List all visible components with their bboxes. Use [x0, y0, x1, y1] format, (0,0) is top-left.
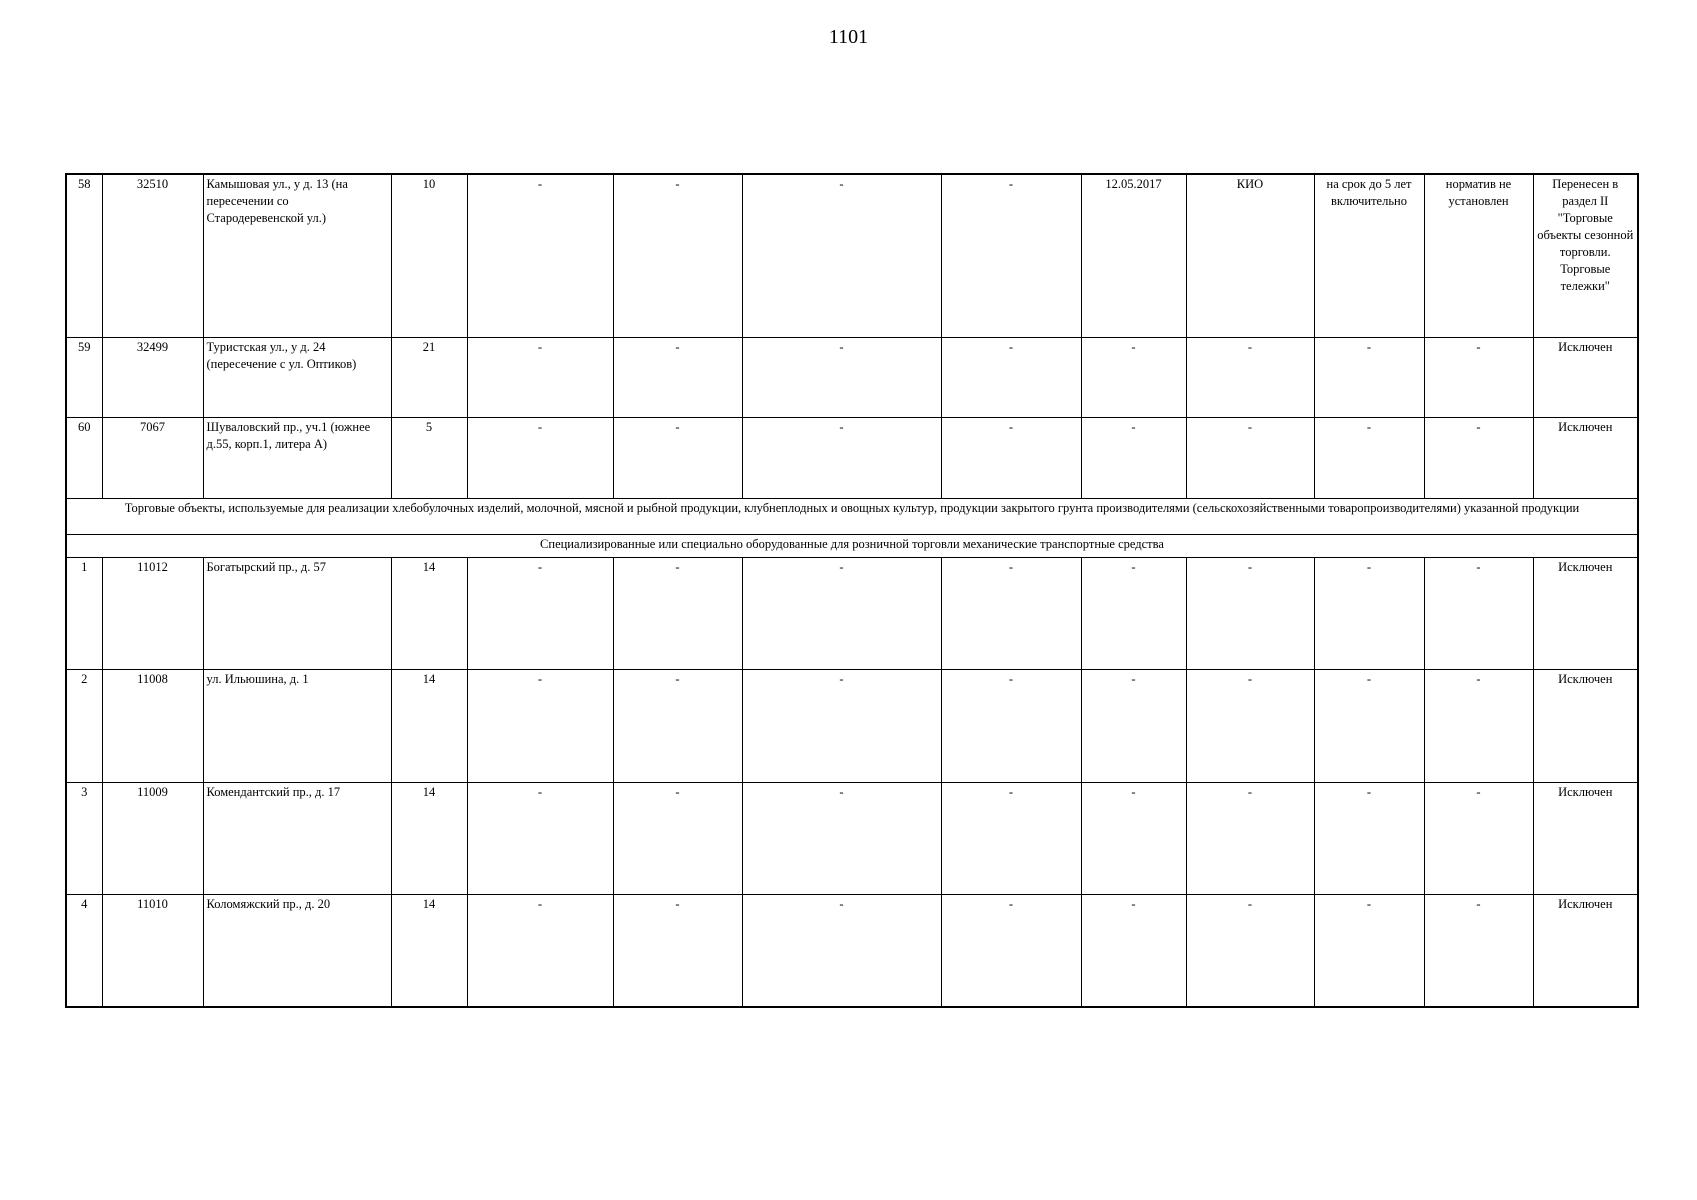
cell-object-id: 32499 — [102, 337, 203, 417]
cell-term: - — [1314, 417, 1424, 498]
cell-term: - — [1314, 782, 1424, 894]
cell-status: Исключен — [1533, 417, 1638, 498]
cell-address: Камышовая ул., у д. 13 (на пересечении со Стародеревенской ул.) — [203, 174, 391, 337]
table-row — [66, 557, 1638, 669]
cell-number: 3 — [66, 782, 102, 894]
cell-norm: - — [1424, 337, 1533, 417]
cell-col8: - — [941, 337, 1081, 417]
subsection-title: Специализированные или специально оборудованные для розничной торговли механические транспортные средства — [66, 534, 1638, 557]
section-title: Торговые объекты, используемые для реализации хлебобулочных изделий, молочной, мясной и рыбной продукции, клубнеплодных и овощных культур, продукции закрытого грунта производителями (сельскохозяйственными товаропроизводителями) указанной продукции — [66, 498, 1638, 534]
cell-area: 14 — [391, 894, 467, 1007]
cell-col6: - — [613, 894, 742, 1007]
cell-col7: - — [742, 417, 941, 498]
cell-col7: - — [742, 337, 941, 417]
cell-date: - — [1081, 337, 1186, 417]
cell-norm: - — [1424, 782, 1533, 894]
table-row — [66, 894, 1638, 1007]
cell-area: 10 — [391, 174, 467, 337]
cell-area: 14 — [391, 557, 467, 669]
cell-address: ул. Ильюшина, д. 1 — [203, 669, 391, 782]
cell-norm: - — [1424, 557, 1533, 669]
cell-number: 4 — [66, 894, 102, 1007]
cell-col5: - — [467, 669, 613, 782]
cell-area: 14 — [391, 669, 467, 782]
cell-col8: - — [941, 174, 1081, 337]
cell-date: - — [1081, 782, 1186, 894]
cell-col8: - — [941, 417, 1081, 498]
cell-object-id: 7067 — [102, 417, 203, 498]
cell-organization: - — [1186, 557, 1314, 669]
cell-col7: - — [742, 782, 941, 894]
cell-col5: - — [467, 417, 613, 498]
cell-object-id: 11012 — [102, 557, 203, 669]
cell-organization: - — [1186, 894, 1314, 1007]
cell-norm: - — [1424, 894, 1533, 1007]
cell-col6: - — [613, 174, 742, 337]
cell-term: - — [1314, 337, 1424, 417]
cell-number: 1 — [66, 557, 102, 669]
cell-col5: - — [467, 337, 613, 417]
cell-organization: КИО — [1186, 174, 1314, 337]
cell-organization: - — [1186, 417, 1314, 498]
cell-col6: - — [613, 557, 742, 669]
cell-organization: - — [1186, 337, 1314, 417]
table-row — [66, 669, 1638, 782]
cell-col8: - — [941, 669, 1081, 782]
cell-date: - — [1081, 557, 1186, 669]
cell-object-id: 11008 — [102, 669, 203, 782]
cell-address: Комендантский пр., д. 17 — [203, 782, 391, 894]
cell-term: - — [1314, 894, 1424, 1007]
cell-status: Исключен — [1533, 782, 1638, 894]
cell-col6: - — [613, 782, 742, 894]
cell-col6: - — [613, 669, 742, 782]
cell-col7: - — [742, 894, 941, 1007]
cell-date: - — [1081, 894, 1186, 1007]
cell-term: - — [1314, 557, 1424, 669]
cell-status: Исключен — [1533, 669, 1638, 782]
cell-norm: норматив не установлен — [1424, 174, 1533, 337]
cell-address: Туристская ул., у д. 24 (пересечение с ул. Оптиков) — [203, 337, 391, 417]
cell-status: Перенесен в раздел II "Торговые объекты сезонной торговли. Торговые тележки" — [1533, 174, 1638, 337]
cell-col7: - — [742, 669, 941, 782]
cell-col5: - — [467, 174, 613, 337]
cell-number: 58 — [66, 174, 102, 337]
cell-status: Исключен — [1533, 894, 1638, 1007]
cell-term: на срок до 5 лет включительно — [1314, 174, 1424, 337]
cell-col7: - — [742, 174, 941, 337]
cell-col8: - — [941, 782, 1081, 894]
section-row — [66, 498, 1638, 534]
page-number: 1101 — [828, 26, 869, 48]
cell-date: - — [1081, 417, 1186, 498]
cell-area: 5 — [391, 417, 467, 498]
cell-object-id: 11009 — [102, 782, 203, 894]
cell-number: 2 — [66, 669, 102, 782]
subsection-row — [66, 534, 1638, 557]
cell-address: Коломяжский пр., д. 20 — [203, 894, 391, 1007]
cell-col5: - — [467, 557, 613, 669]
cell-norm: - — [1424, 417, 1533, 498]
cell-number: 60 — [66, 417, 102, 498]
table-row — [66, 174, 1638, 337]
table-row — [66, 417, 1638, 498]
cell-number: 59 — [66, 337, 102, 417]
cell-col8: - — [941, 557, 1081, 669]
table-row — [66, 337, 1638, 417]
cell-object-id: 11010 — [102, 894, 203, 1007]
cell-col7: - — [742, 557, 941, 669]
cell-status: Исключен — [1533, 337, 1638, 417]
cell-col5: - — [467, 894, 613, 1007]
cell-date: 12.05.2017 — [1081, 174, 1186, 337]
cell-organization: - — [1186, 669, 1314, 782]
cell-col5: - — [467, 782, 613, 894]
cell-object-id: 32510 — [102, 174, 203, 337]
cell-area: 21 — [391, 337, 467, 417]
table-row — [66, 782, 1638, 894]
cell-date: - — [1081, 669, 1186, 782]
cell-address: Шуваловский пр., уч.1 (южнее д.55, корп.1, литера А) — [203, 417, 391, 498]
cell-status: Исключен — [1533, 557, 1638, 669]
cell-area: 14 — [391, 782, 467, 894]
cell-col6: - — [613, 337, 742, 417]
cell-term: - — [1314, 669, 1424, 782]
cell-col8: - — [941, 894, 1081, 1007]
cell-col6: - — [613, 417, 742, 498]
cell-norm: - — [1424, 669, 1533, 782]
registry-table — [65, 173, 1639, 1008]
cell-organization: - — [1186, 782, 1314, 894]
cell-address: Богатырский пр., д. 57 — [203, 557, 391, 669]
